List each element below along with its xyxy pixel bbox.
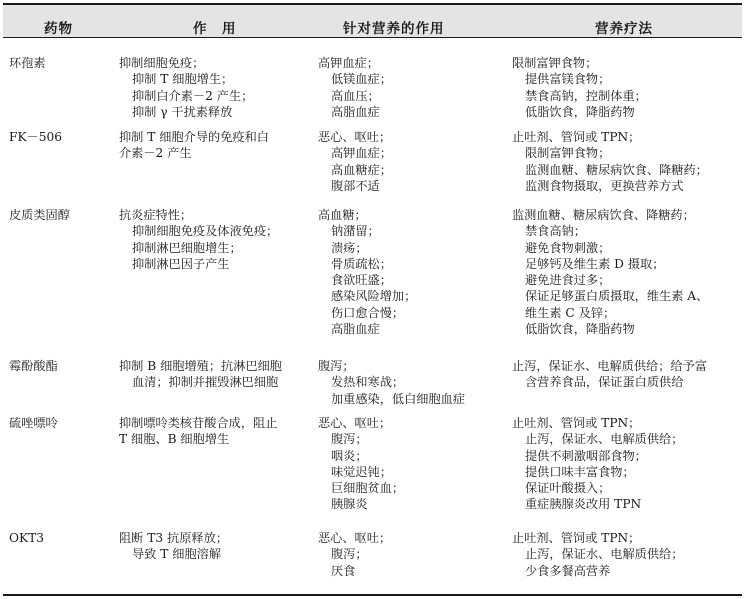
cell-line: 高血压； xyxy=(331,88,380,103)
cell-line: 高钾血症； xyxy=(318,56,379,70)
cell-line: 避免食物刺激； xyxy=(525,240,611,255)
cell-line: 提供口味丰富食物； xyxy=(525,464,635,479)
cell-line: T 细胞、B 细胞增生 xyxy=(119,432,230,447)
drug-name-text: 霉酚酸酯 xyxy=(9,359,58,373)
drug-name xyxy=(9,530,44,546)
nutrition-therapy-cell xyxy=(512,530,683,579)
action-cell xyxy=(119,415,277,448)
cell-line: 血清；抑制并摧毁淋巴细胞 xyxy=(132,375,279,390)
nutrition-effect-cell xyxy=(318,129,392,194)
cell-line: 抑制 γ 干扰素释放 xyxy=(132,104,233,119)
cell-line: 监测血糖、糖尿病饮食、降糖药； xyxy=(525,162,708,177)
cell-line: 少食多餐高营养 xyxy=(525,563,611,578)
action-cell xyxy=(119,358,282,391)
cell-line: 高血糖症； xyxy=(331,162,392,177)
cell-line: 禁食高钠； xyxy=(525,224,586,239)
drug-name-text: 环孢素 xyxy=(9,56,46,70)
cell-line: 溃疡； xyxy=(331,240,368,255)
cell-line: 腹泻； xyxy=(318,359,355,373)
drug-name xyxy=(9,207,70,223)
top-rule xyxy=(3,3,742,5)
drug-name-text: 皮质类固醇 xyxy=(9,208,70,222)
cell-line: 抑制 B 细胞增殖；抗淋巴细胞 xyxy=(119,359,282,373)
cell-line: 禁食高钠，控制体重； xyxy=(525,88,647,103)
drug-name xyxy=(9,55,46,71)
cell-line: 腹泻； xyxy=(331,432,368,447)
cell-line: 止泻，保证水、电解质供给； xyxy=(525,547,684,562)
action-cell xyxy=(119,530,228,563)
nutrition-therapy-cell xyxy=(512,207,708,337)
nutrition-therapy-cell xyxy=(512,55,647,120)
cell-line: 导致 T 细胞溶解 xyxy=(132,547,222,562)
drug-name-text: OKT3 xyxy=(9,531,44,545)
cell-line: 抑制白介素－2 产生； xyxy=(132,88,254,103)
nutrition-therapy-cell xyxy=(512,415,683,513)
nutrition-therapy-cell xyxy=(512,358,707,391)
action-cell xyxy=(119,55,253,120)
cell-line: 食欲旺盛； xyxy=(331,273,392,288)
cell-line: 限制富钾食物； xyxy=(512,56,598,70)
cell-line: 抑制细胞免疫； xyxy=(119,56,205,70)
cell-line: 抗炎症特性； xyxy=(119,208,193,222)
drug-name-text: FK－506 xyxy=(9,130,63,144)
cell-line: 抑制细胞免疫及体液免疫； xyxy=(132,224,279,239)
cell-line: 监测食物摄取，更换营养方式 xyxy=(525,178,684,193)
cell-line: 维生素 C 及锌； xyxy=(525,305,616,320)
cell-line: 限制富钾食物； xyxy=(525,146,611,161)
table-header xyxy=(3,5,742,37)
cell-line: 止吐剂、管饲或 TPN； xyxy=(512,130,641,144)
drug-name xyxy=(9,358,58,374)
cell-line: 高钾血症； xyxy=(331,146,392,161)
cell-line: 保证足够蛋白质摄取，维生素 A、 xyxy=(525,289,709,304)
cell-line: 味觉迟钝； xyxy=(331,464,392,479)
cell-line: 恶心、呕吐； xyxy=(318,130,392,144)
cell-line: 低脂饮食，降脂药物 xyxy=(525,104,635,119)
action-cell xyxy=(119,207,278,272)
cell-line: 阻断 T3 抗原释放； xyxy=(119,531,228,545)
cell-line: 胰腺炎 xyxy=(331,497,368,512)
action-cell xyxy=(119,129,269,162)
cell-line: 止吐剂、管饲或 TPN； xyxy=(512,531,641,545)
cell-line: 介素－2 产生 xyxy=(119,146,192,161)
cell-line: 监测血糖、糖尿病饮食、降糖药； xyxy=(512,208,695,222)
cell-line: 腹部不适 xyxy=(331,178,380,193)
drug-name xyxy=(9,129,62,145)
drug-name-text: 硫唑嘌呤 xyxy=(9,416,58,430)
cell-line: 提供不刺激咽部食物； xyxy=(525,448,647,463)
cell-line: 抑制嘌呤类核苷酸合成，阻止 xyxy=(119,416,278,430)
drug-name xyxy=(9,415,58,431)
cell-line: 低镁血症； xyxy=(331,72,392,87)
cell-line: 厌食 xyxy=(331,563,356,578)
cell-line: 抑制淋巴因子产生 xyxy=(132,256,230,271)
cell-line: 止泻，保证水、电解质供给； xyxy=(525,432,684,447)
cell-line: 钠潴留； xyxy=(331,224,380,239)
cell-line: 低脂饮食，降脂药物 xyxy=(525,322,635,337)
cell-line: 高血糖； xyxy=(318,208,367,222)
cell-line: 发热和寒战； xyxy=(331,375,405,390)
nutrition-effect-cell xyxy=(318,207,416,337)
cell-line: 高脂血症 xyxy=(331,104,380,119)
cell-line: 腹泻； xyxy=(331,547,368,562)
cell-line: 重症胰腺炎改用 TPN xyxy=(525,497,642,512)
cell-line: 恶心、呕吐； xyxy=(318,416,392,430)
nutrition-effect-cell xyxy=(318,530,391,579)
cell-line: 伤口愈合慢； xyxy=(331,305,405,320)
cell-line: 止泻，保证水、电解质供给；给予富 xyxy=(512,359,707,373)
cell-line: 恶心、呕吐； xyxy=(318,531,392,545)
cell-line: 含营养食品，保证蛋白质供给 xyxy=(525,375,684,390)
header-rule xyxy=(3,37,742,38)
cell-line: 抑制淋巴细胞增生； xyxy=(132,240,242,255)
cell-line: 足够钙及维生素 D 摄取； xyxy=(525,256,665,271)
nutrition-effect-cell xyxy=(318,415,404,513)
cell-line: 抑制 T 细胞介导的免疫和白 xyxy=(119,130,269,144)
bottom-rule xyxy=(3,594,742,596)
header-drug: 药物 xyxy=(44,21,73,37)
cell-line: 提供富镁食物； xyxy=(525,72,611,87)
nutrition-therapy-cell xyxy=(512,129,708,194)
nutrition-effect-cell xyxy=(318,358,465,407)
header-nutrition-therapy: 营养疗法 xyxy=(595,21,653,37)
cell-line: 巨细胞贫血； xyxy=(331,481,405,496)
cell-line: 避免进食过多； xyxy=(525,273,611,288)
cell-line: 感染风险增加； xyxy=(331,289,417,304)
cell-line: 抑制 T 细胞增生； xyxy=(132,72,234,87)
cell-line: 保证叶酸摄入； xyxy=(525,481,611,496)
nutrition-effect-cell xyxy=(318,55,392,120)
header-nutrition-effect: 针对营养的作用 xyxy=(343,21,445,37)
cell-line: 骨质疏松； xyxy=(331,256,392,271)
cell-line: 加重感染，低白细胞血症 xyxy=(331,391,466,406)
cell-line: 高脂血症 xyxy=(331,322,380,337)
cell-line: 咽炎； xyxy=(331,448,368,463)
cell-line: 止吐剂、管饲或 TPN； xyxy=(512,416,641,430)
header-action: 作 用 xyxy=(193,21,237,37)
